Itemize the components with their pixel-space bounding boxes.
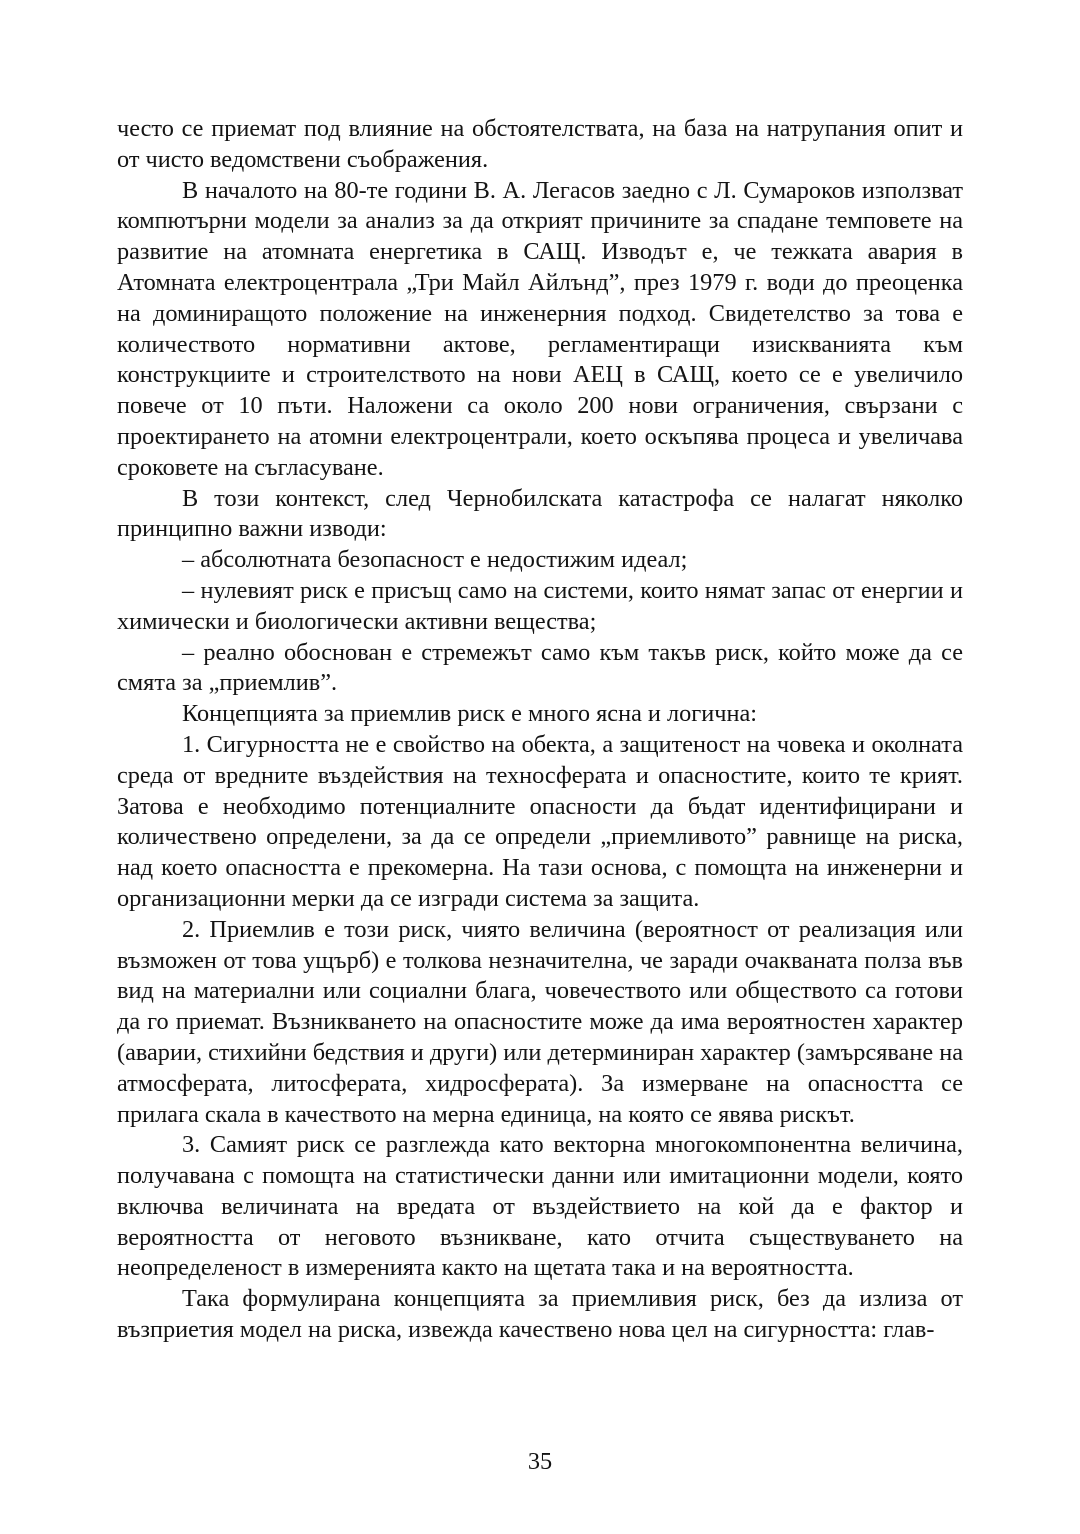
list-item-acceptable-risk: – реално обоснован е стремежът само към такъв риск, който може да се смята за „приемлив”. bbox=[117, 638, 963, 697]
paragraph-legasov: В началото на 80-те години В. А. Легасов заедно с Л. Сумароков използват компютърни модели за анализ за да открият причините за спадане темповете на развитие на атомната енергетика в САЩ. Изводът е, че тежката авария в Атомната електроцентрала „Три Майл Айлънд”, през 1979 г. води до преоценка на доминиращото положение на инженерния подход. Свидетелство за това е количеството нормативни актове, регламентиращи изискванията към конструкциите и строителството на нови АЕЦ в САЩ, което се е увеличило повече от 10 пъти. Наложени са около 200 нови ограничения, свързани с проектирането на атомни електроцентрали, което оскъпява процеса и увеличава сроковете на съгласуване. bbox=[117, 176, 963, 481]
page-number: 35 bbox=[527, 1448, 553, 1475]
numbered-item-1: 1. Сигурността не е свойство на обекта, а защитеност на човека и околната среда от вредните въздействия на техносферата и опасностите, които те крият. Затова е необходимо потенциалните опасности да бъдат идентифицирани и количествено определени, за да се определи „приемливото” равнище на риска, над което опасността е прекомерна. На тази основа, с помощта на инженерни и организационни мерки да се изгради система за защита. bbox=[117, 730, 963, 912]
paragraph-conclusion: Така формулирана концепцията за приемливия риск, без да излиза от възприетия модел на риска, извежда качествено нова цел на сигурността: глав- bbox=[117, 1285, 963, 1344]
body-text bbox=[117, 114, 963, 1346]
list-item-absolute-safety: – абсолютната безопасност е недостижим идеал; bbox=[182, 546, 688, 574]
paragraph-continuation: често се приемат под влияние на обстоятелствата, на база на натрупания опит и от чисто ведомствени съображения. bbox=[117, 115, 963, 173]
paragraph-concept-intro: Концепцията за приемлив риск е много ясна и логична: bbox=[182, 700, 758, 728]
list-item-zero-risk: – нулевият риск е присъщ само на системи, които нямат запас от енергии и химически и биологически активни вещества; bbox=[117, 576, 963, 635]
paragraph-chernobyl-context: В този контекст, след Чернобилската катастрофа се налагат няколко принципно важни изводи: bbox=[117, 484, 963, 543]
numbered-item-3: 3. Самият риск се разглежда като векторна многокомпонентна величина, получавана с помощта на статистически данни или имитационни модели, която включва величината на вредата от въздействието на кой да е фактор и вероятността от неговото възникване, като отчита съществуването на неопределеност в измеренията както на щетата така и на вероятността. bbox=[117, 1131, 963, 1282]
numbered-item-2: 2. Приемлив е този риск, чиято величина (вероятност от реализация или възможен от това ущърб) е толкова незначителна, че заради очакваната полза във вид на материални или социални блага, човечеството или обществото са готови да го приемат. Възникването на опасностите може да има вероятностен характер (аварии, стихийни бедствия и други) или детерминиран характер (замърсяване на атмосферата, литосферата, хидросферата). За измерване на опасността се прилага скала в качеството на мерна единица, на която се явява рискът. bbox=[117, 915, 963, 1128]
